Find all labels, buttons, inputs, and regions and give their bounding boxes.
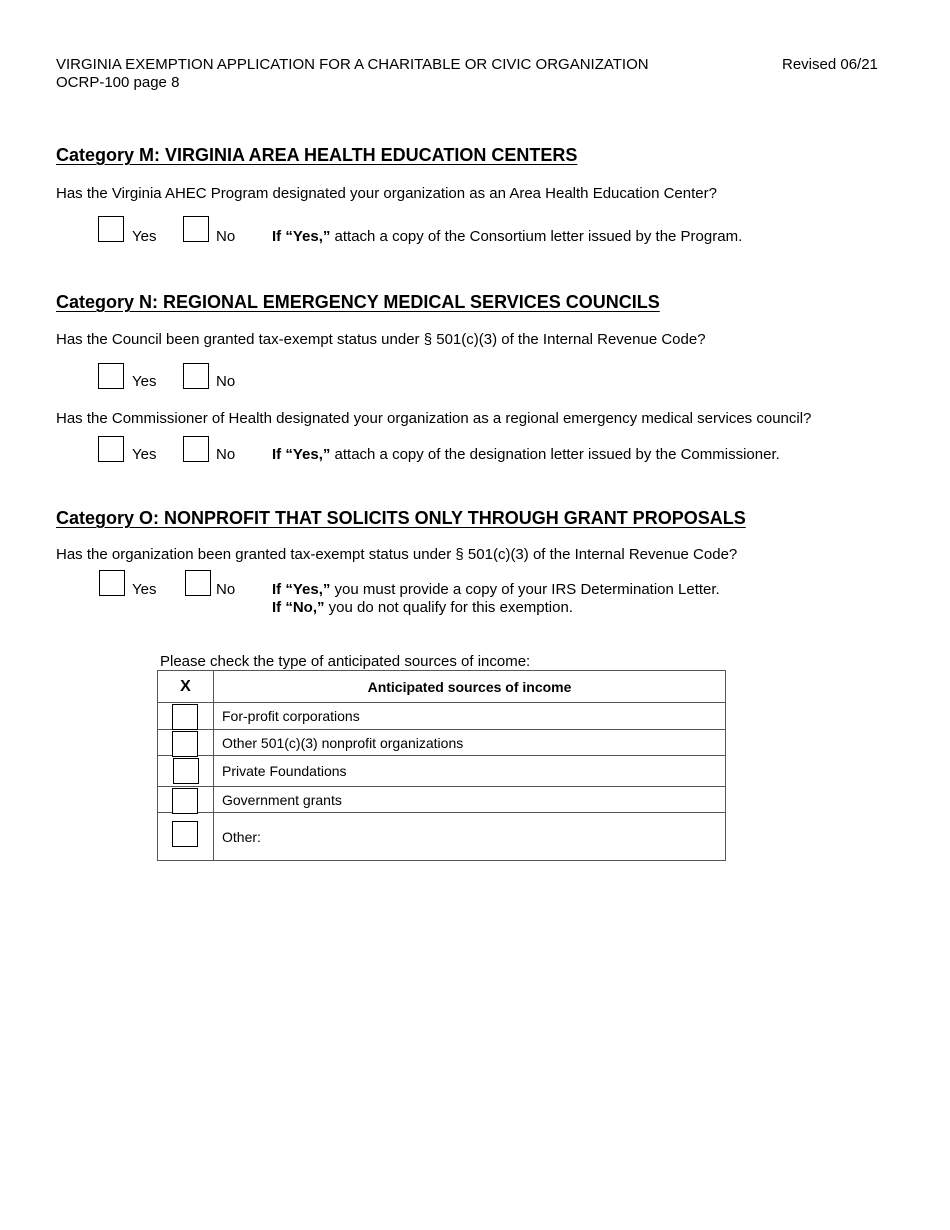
category-n-note-text: attach a copy of the designation letter issued by the Commissioner.	[334, 446, 780, 463]
category-o-yes-checkbox[interactable]	[99, 570, 125, 596]
form-page-number: OCRP-100 page 8	[56, 74, 180, 91]
category-n-q2-yes-label: Yes	[132, 446, 157, 463]
income-sources-table	[157, 670, 726, 861]
category-n-note	[272, 446, 780, 464]
category-n-q1-no-checkbox[interactable]	[183, 363, 209, 389]
category-n-q1-yes-label: Yes	[132, 373, 157, 390]
category-n-q2-no-label: No	[216, 446, 236, 463]
category-n-q1-yes-checkbox[interactable]	[98, 363, 124, 389]
category-n-q2-no-checkbox[interactable]	[183, 436, 209, 462]
category-o-note-yes	[272, 581, 720, 599]
category-o-question: Has the organization been granted tax-exempt status under § 501(c)(3) of the Internal Revenue Code?	[56, 546, 738, 563]
category-o-note-no	[272, 599, 573, 617]
source-other: Other:	[214, 813, 726, 861]
category-m-yes-checkbox[interactable]	[98, 216, 124, 242]
category-o-note-yes-text: you must provide a copy of your IRS Determination Letter.	[334, 581, 720, 598]
category-n-note-bold: If “Yes,”	[272, 446, 331, 463]
table-header-row	[158, 671, 726, 703]
table-row	[158, 756, 726, 787]
category-n-q2-yes-checkbox[interactable]	[98, 436, 124, 462]
government-grants-checkbox[interactable]	[172, 788, 198, 814]
table-row	[158, 787, 726, 813]
column-header-check: X	[158, 671, 214, 703]
other-501c3-checkbox[interactable]	[172, 731, 198, 757]
category-o-note-yes-bold: If “Yes,”	[272, 581, 331, 598]
category-o-note-no-text: you do not qualify for this exemption.	[328, 599, 573, 616]
private-foundations-checkbox[interactable]	[173, 758, 199, 784]
for-profit-checkbox[interactable]	[172, 704, 198, 730]
category-o-no-label: No	[216, 581, 236, 598]
source-private-foundations: Private Foundations	[214, 756, 726, 787]
category-m-note-text: attach a copy of the Consortium letter issued by the Program.	[334, 228, 743, 245]
category-n-question-1: Has the Council been granted tax-exempt status under § 501(c)(3) of the Internal Revenue Code?	[56, 331, 706, 348]
source-for-profit: For-profit corporations	[214, 703, 726, 730]
category-o-note-no-bold: If “No,”	[272, 599, 325, 616]
form-title: VIRGINIA EXEMPTION APPLICATION FOR A CHARITABLE OR CIVIC ORGANIZATION	[56, 56, 649, 73]
category-o-yes-label: Yes	[132, 581, 157, 598]
category-m-question: Has the Virginia AHEC Program designated your organization as an Area Health Education Center?	[56, 185, 717, 202]
table-row	[158, 813, 726, 861]
category-n-q1-no-label: No	[216, 373, 236, 390]
source-government-grants: Government grants	[214, 787, 726, 813]
category-m-no-label: No	[216, 228, 236, 245]
source-other-501c3: Other 501(c)(3) nonprofit organizations	[214, 730, 726, 756]
category-n-heading: Category N: REGIONAL EMERGENCY MEDICAL SERVICES COUNCILS	[56, 292, 660, 312]
category-m-heading: Category M: VIRGINIA AREA HEALTH EDUCATION CENTERS	[56, 145, 578, 165]
category-n-question-2: Has the Commissioner of Health designated your organization as a regional emergency medical services council?	[56, 410, 812, 427]
other-source-checkbox[interactable]	[172, 821, 198, 847]
category-o-no-checkbox[interactable]	[185, 570, 211, 596]
category-m-note-bold: If “Yes,”	[272, 228, 331, 245]
revision-date: Revised 06/21	[782, 56, 878, 73]
column-header-source: Anticipated sources of income	[214, 671, 726, 703]
table-row	[158, 730, 726, 756]
category-m-no-checkbox[interactable]	[183, 216, 209, 242]
table-row	[158, 703, 726, 730]
income-sources-prompt: Please check the type of anticipated sources of income:	[160, 653, 531, 670]
category-o-heading: Category O: NONPROFIT THAT SOLICITS ONLY THROUGH GRANT PROPOSALS	[56, 508, 746, 528]
category-m-note	[272, 228, 742, 246]
category-m-yes-label: Yes	[132, 228, 157, 245]
